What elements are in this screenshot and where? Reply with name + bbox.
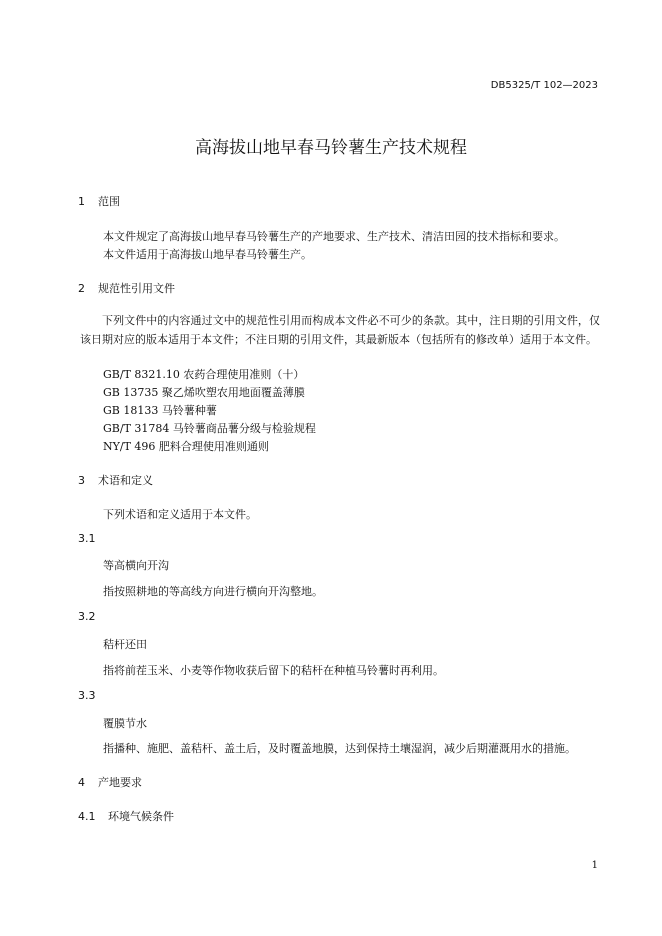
section-4-heading xyxy=(78,774,142,790)
reference-item: GB 18133 马铃薯种薯 xyxy=(103,404,217,417)
section-title: 规范性引用文件 xyxy=(98,282,175,295)
document-title: 高海拔山地早春马铃薯生产技术规程 xyxy=(195,138,467,158)
section-title: 术语和定义 xyxy=(98,474,153,487)
terms-intro-paragraph: 下列术语和定义适用于本文件。 xyxy=(103,508,257,521)
document-code: DB5325/T 102—2023 xyxy=(490,80,598,91)
term-name: 覆膜节水 xyxy=(103,717,147,730)
reference-item: GB/T 31784 马铃薯商品薯分级与检验规程 xyxy=(103,422,316,435)
term-name: 等高横向开沟 xyxy=(103,559,169,572)
section-number: 4 xyxy=(78,776,85,789)
term-number: 3.3 xyxy=(78,689,96,702)
subsection-title: 环境气候条件 xyxy=(108,810,174,823)
section-3-heading xyxy=(78,472,153,488)
reference-item: GB 13735 聚乙烯吹塑农用地面覆盖薄膜 xyxy=(103,386,305,399)
section-2-heading xyxy=(78,280,175,296)
normative-intro-paragraph: 下列文件中的内容通过文中的规范性引用而构成本文件必不可少的条款。其中，注日期的引用文件，仅该日期对应的版本适用于本文件；不注日期的引用文件，其最新版本（包括所有的修改单）适用于本文件。 xyxy=(80,314,600,346)
section-1-heading xyxy=(78,193,120,209)
term-number: 3.1 xyxy=(78,532,96,545)
term-definition: 指按照耕地的等高线方向进行横向开沟整地。 xyxy=(103,585,323,598)
reference-item: GB/T 8321.10 农药合理使用准则（十） xyxy=(103,368,305,381)
scope-paragraph-1: 本文件规定了高海拔山地早春马铃薯生产的产地要求、生产技术、清洁田园的技术指标和要求。 xyxy=(103,230,565,243)
scope-paragraph-2: 本文件适用于高海拔山地早春马铃薯生产。 xyxy=(103,248,312,261)
page-number: 1 xyxy=(591,860,598,871)
term-definition: 指播种、施肥、盖秸杆、盖土后，及时覆盖地膜，达到保持土壤湿润，减少后期灌溉用水的措施。 xyxy=(103,742,576,755)
section-title: 产地要求 xyxy=(98,776,142,789)
section-number: 2 xyxy=(78,282,85,295)
section-number: 3 xyxy=(78,474,85,487)
reference-item: NY/T 496 肥料合理使用准则通则 xyxy=(103,440,269,453)
subsection-4-1-heading xyxy=(78,808,174,824)
section-number: 1 xyxy=(78,195,85,208)
term-definition: 指将前茬玉米、小麦等作物收获后留下的秸杆在种植马铃薯时再利用。 xyxy=(103,664,444,677)
term-number: 3.2 xyxy=(78,610,96,623)
subsection-number: 4.1 xyxy=(78,810,96,823)
term-name: 秸杆还田 xyxy=(103,638,147,651)
section-title: 范围 xyxy=(98,195,120,208)
